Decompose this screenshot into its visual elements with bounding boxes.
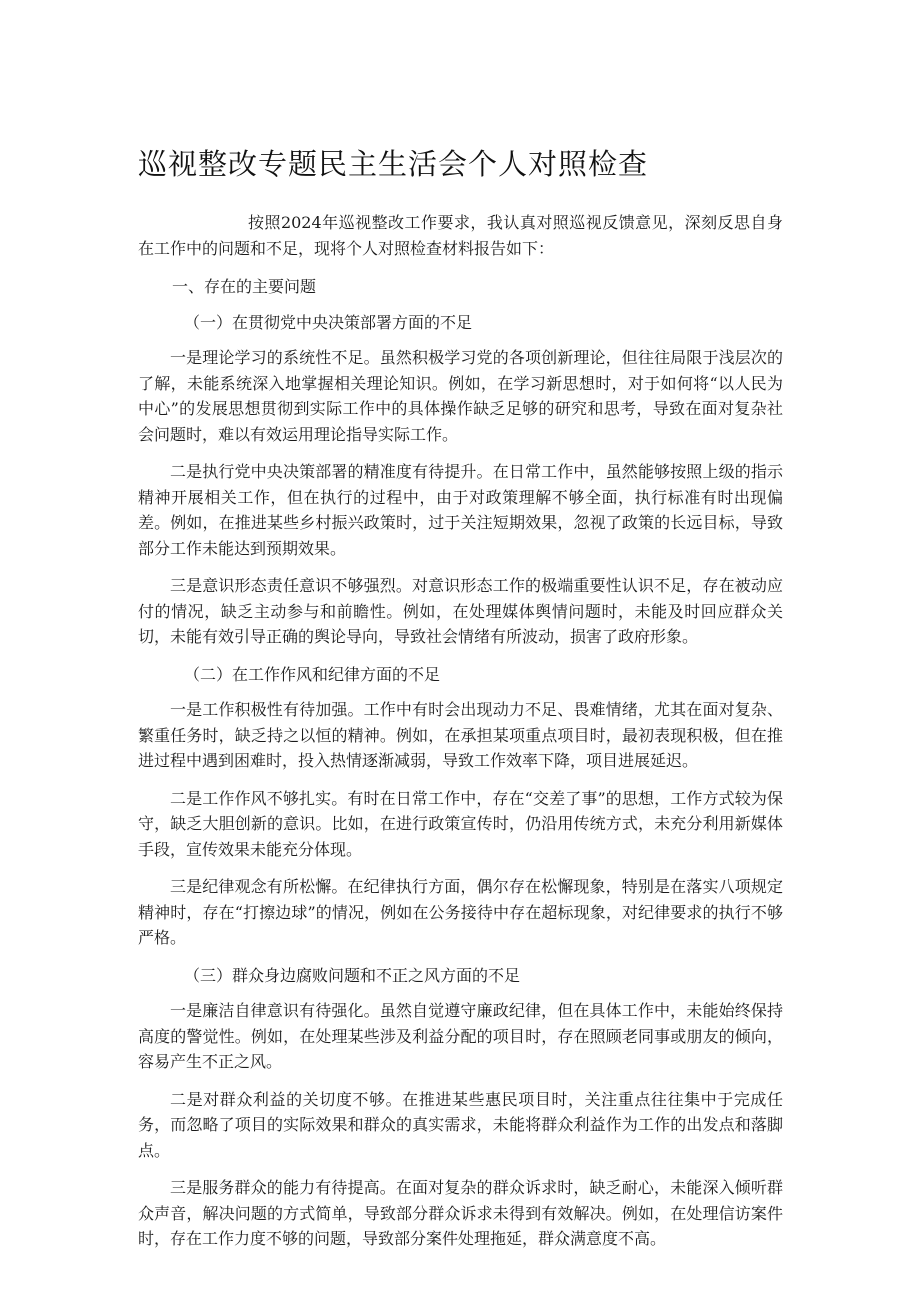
section-heading-1: 一、存在的主要问题 xyxy=(172,277,317,296)
paragraph-1-2: 二是执行党中央决策部署的精准度有待提升。在日常工作中，虽然能够按照上级的指示精神开展相关工作，但在执行的过程中，由于对政策理解不够全面，执行标准有时出现偏差。例如，在推进某些乡村振兴政策时，过于关注短期效果，忽视了政策的长远目标，导致部分工作未能达到预期效果。 xyxy=(138,462,783,558)
paragraph-2-1: 一是工作积极性有待加强。工作中有时会出现动力不足、畏难情绪，尤其在面对复杂、繁重任务时，缺乏持之以恒的精神。例如，在承担某项重点项目时，最初表现积极，但在推进过程中遇到困难时，投入热情逐渐减弱，导致工作效率下降，项目进展延迟。 xyxy=(138,700,783,770)
paragraph-1-3: 三是意识形态责任意识不够强烈。对意识形态工作的极端重要性认识不足，存在被动应付的情况，缺乏主动参与和前瞻性。例如，在处理媒体舆情问题时，未能及时回应群众关切，未能有效引导正确的舆论导向，导致社会情绪有所波动，损害了政府形象。 xyxy=(138,576,783,646)
subsection-heading-3: （三）群众身边腐败问题和不正之风方面的不足 xyxy=(184,965,521,985)
paragraph-3-2: 二是对群众利益的关切度不够。在推进某些惠民项目时，关注重点往往集中于完成任务，而忽略了项目的实际效果和群众的真实需求，未能将群众利益作为工作的出发点和落脚点。 xyxy=(138,1089,783,1160)
subsection-heading-1: （一）在贯彻党中央决策部署方面的不足 xyxy=(184,312,473,332)
document-page xyxy=(138,130,783,1264)
paragraph-2-2: 二是工作作风不够扎实。有时在日常工作中，存在“交差了事”的思想，工作方式较为保守，缺乏大胆创新的意识。比如，在进行政策宣传时，仍沿用传统方式，未充分利用新媒体手段，宣传效果未能充分体现。 xyxy=(138,788,783,859)
paragraph-2-3: 三是纪律观念有所松懈。在纪律执行方面，偶尔存在松懈现象，特别是在落实八项规定精神时，存在“打擦边球”的情况，例如在公务接待中存在超标现象，对纪律要求的执行不够严格。 xyxy=(138,877,783,947)
paragraph-3-1: 一是廉洁自律意识有待强化。虽然自觉遵守廉政纪律，但在具体工作中，未能始终保持高度的警觉性。例如，在处理某些涉及利益分配的项目时，存在照顾老同事或朋友的倾向，容易产生不正之风。 xyxy=(138,1001,783,1071)
paragraph-3-3: 三是服务群众的能力有待提高。在面对复杂的群众诉求时，缺乏耐心，未能深入倾听群众声音，解决问题的方式简单，导致部分群众诉求未得到有效解决。例如，在处理信访案件时，存在工作力度不够的问题，导致部分案件处理拖延，群众满意度不高。 xyxy=(138,1178,783,1248)
paragraph-1-1: 一是理论学习的系统性不足。虽然积极学习党的各项创新理论，但往往局限于浅层次的了解，未能系统深入地掌握相关理论知识。例如，在学习新思想时，对于如何将“以人民为中心”的发展思想贯彻到实际工作中的具体操作缺乏足够的研究和思考，导致在面对复杂社会问题时，难以有效运用理论指导实际工作。 xyxy=(138,348,783,444)
document-title: 巡视整改专题民主生活会个人对照检查 xyxy=(138,147,649,181)
intro-paragraph: 按照2024年巡视整改工作要求，我认真对照巡视反馈意见，深刻反思自身在工作中的问题和不足，现将个人对照检查材料报告如下： xyxy=(138,213,783,258)
subsection-heading-2: （二）在工作作风和纪律方面的不足 xyxy=(184,664,441,684)
